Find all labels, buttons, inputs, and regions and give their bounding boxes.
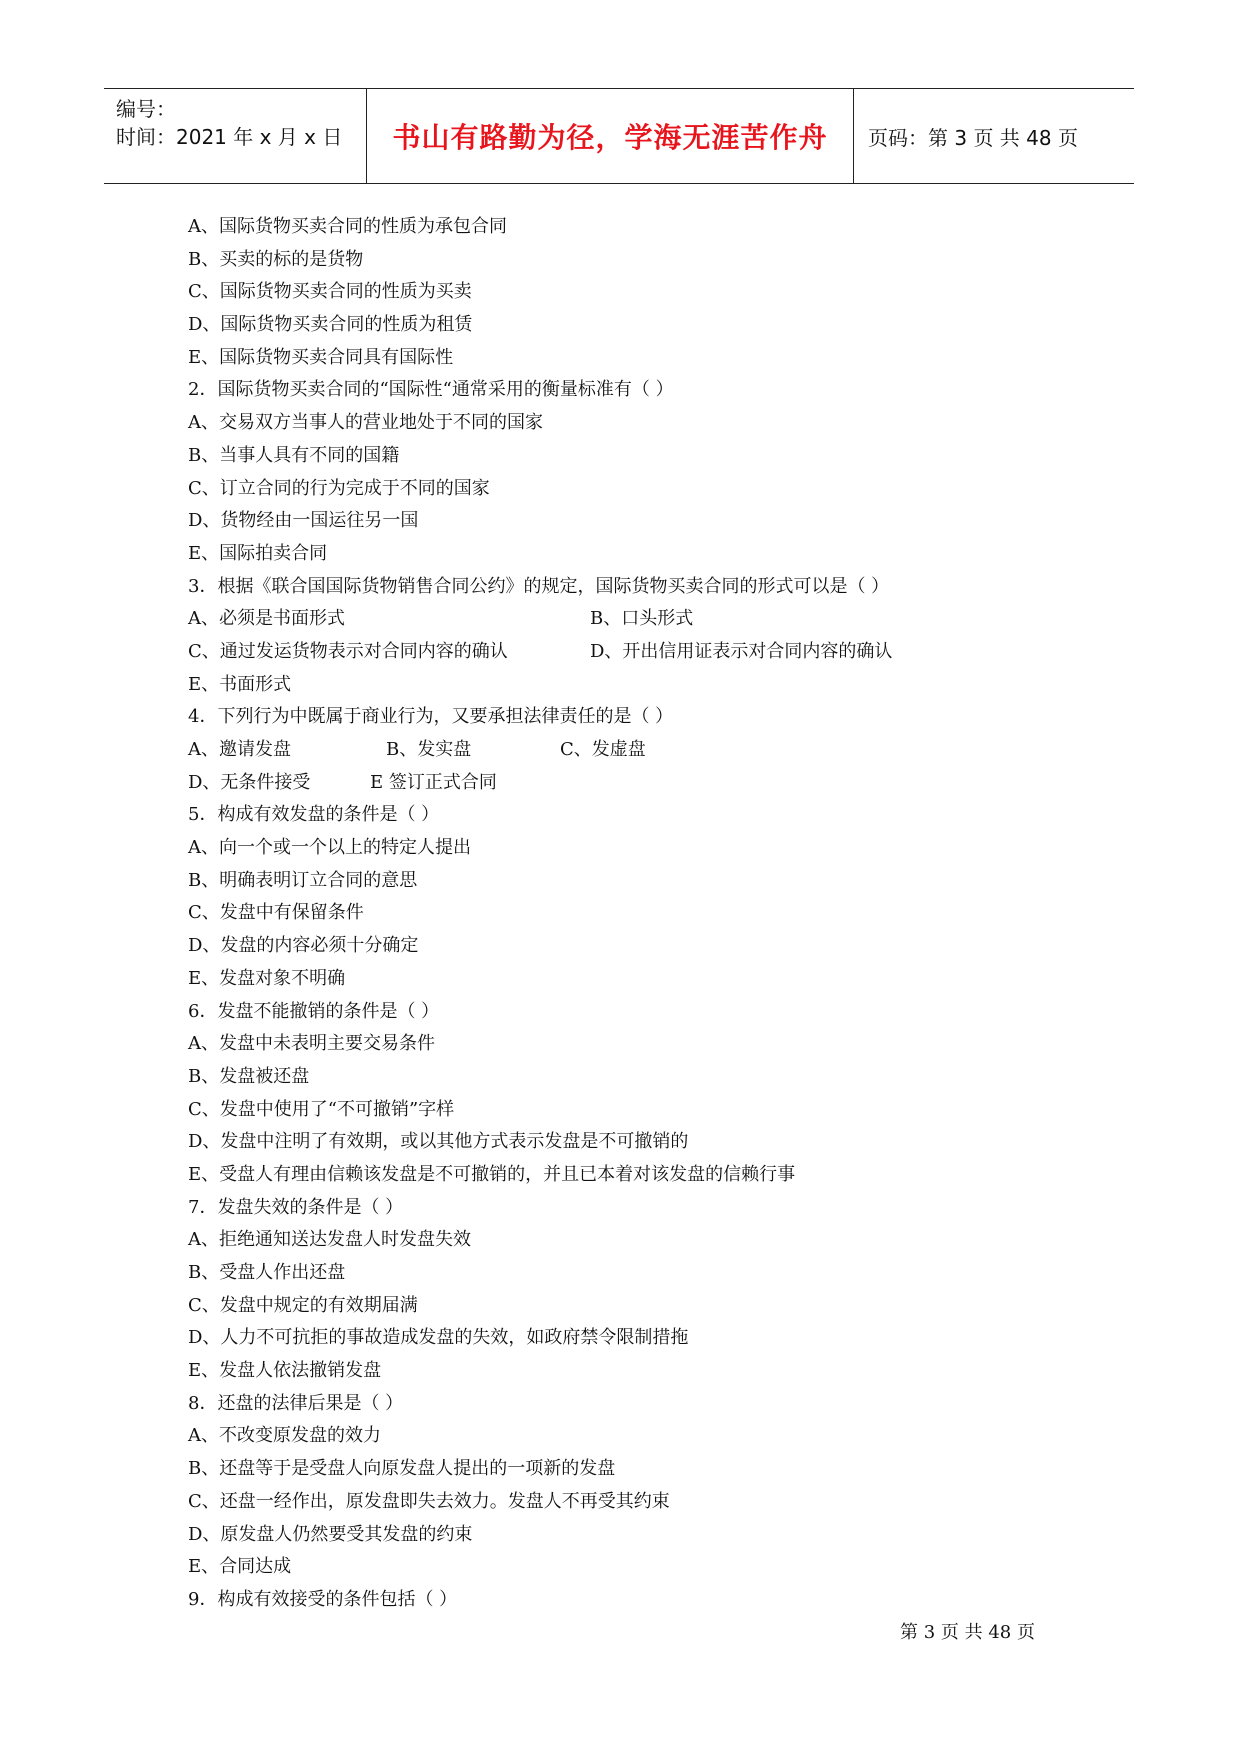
text-line: B、明确表明订立合同的意思	[188, 869, 418, 891]
option-e: E、书面形式	[188, 673, 292, 695]
text-line: A、交易双方当事人的营业地处于不同的国家	[188, 412, 543, 434]
question-6: 6．发盘不能撤销的条件是（ ）	[188, 1000, 440, 1022]
text-line: A、发盘中未表明主要交易条件	[188, 1033, 435, 1055]
option-a: A、必须是书面形式	[188, 608, 345, 630]
text-line: E、受盘人有理由信赖该发盘是不可撤销的，并且已本着对该发盘的信赖行事	[188, 1163, 796, 1185]
question-2: 2．国际货物买卖合同的“国际性“通常采用的衡量标准有（ ）	[188, 379, 674, 401]
question-3: 3．根据《联合国国际货物销售合同公约》的规定，国际货物买卖合同的形式可以是（ ）	[188, 575, 890, 597]
question-9: 9．构成有效接受的条件包括（ ）	[188, 1588, 458, 1610]
option-b: B、口头形式	[590, 608, 694, 630]
text-line: C、发盘中有保留条件	[188, 902, 364, 924]
document-time-label: 时间：2021 年 x 月 x 日	[116, 125, 343, 149]
option-a: A、邀请发盘	[188, 739, 291, 760]
text-line: C、还盘一经作出，原发盘即失去效力。发盘人不再受其约束	[188, 1490, 670, 1512]
text-line: B、还盘等于是受盘人向原发盘人提出的一项新的发盘	[188, 1458, 616, 1480]
text-line: E、合同达成	[188, 1556, 292, 1578]
text-line: E、国际货物买卖合同具有国际性	[188, 346, 454, 368]
text-line: B、受盘人作出还盘	[188, 1262, 346, 1283]
text-line: D、国际货物买卖合同的性质为租赁	[188, 314, 473, 336]
text-line: A、不改变原发盘的效力	[188, 1425, 381, 1447]
page-header	[104, 88, 1134, 184]
header-motto: 书山有路勤为径，学海无涯苦作舟	[392, 121, 828, 154]
text-line: B、当事人具有不同的国籍	[188, 444, 400, 466]
question-4: 4．下列行为中既属于商业行为，又要承担法律责任的是（ ）	[188, 706, 674, 728]
text-line: C、发盘中规定的有效期届满	[188, 1294, 418, 1316]
q4-options-row-1	[188, 734, 1088, 767]
document-number-label: 编号：	[116, 97, 176, 121]
text-line: A、国际货物买卖合同的性质为承包合同	[188, 216, 507, 237]
text-line: B、发盘被还盘	[188, 1065, 310, 1087]
document-body	[188, 211, 1088, 1617]
option-c: C、通过发运货物表示对合同内容的确认	[188, 640, 508, 662]
option-c: C、发虚盘	[560, 739, 646, 760]
option-e: E 签订正式合同	[370, 771, 497, 793]
header-motto-cell	[366, 89, 854, 183]
text-line: D、原发盘人仍然要受其发盘的约束	[188, 1523, 473, 1545]
text-line: E、发盘对象不明确	[188, 967, 346, 989]
question-8: 8．还盘的法律后果是（ ）	[188, 1392, 404, 1414]
text-line: D、发盘的内容必须十分确定	[188, 935, 419, 957]
question-7: 7．发盘失效的条件是（ ）	[188, 1196, 404, 1218]
text-line: E、国际拍卖合同	[188, 542, 328, 564]
text-line: E、发盘人依法撤销发盘	[188, 1360, 382, 1382]
q3-options-row-1	[188, 603, 1088, 636]
option-d: D、无条件接受	[188, 771, 311, 793]
option-d: D、开出信用证表示对合同内容的确认	[590, 640, 893, 662]
option-b: B、发实盘	[386, 739, 472, 760]
text-line: A、拒绝通知送达发盘人时发盘失效	[188, 1229, 471, 1251]
header-meta	[104, 89, 366, 183]
q4-options-row-2	[188, 767, 1088, 800]
header-page-cell	[854, 89, 1134, 183]
header-page-label: 页码：第 3 页 共 48 页	[868, 125, 1078, 150]
text-line: D、人力不可抗拒的事故造成发盘的失效，如政府禁令限制措拖	[188, 1327, 689, 1349]
text-line: C、订立合同的行为完成于不同的国家	[188, 477, 490, 499]
text-line: A、向一个或一个以上的特定人提出	[188, 837, 471, 859]
text-line: B、买卖的标的是货物	[188, 248, 364, 270]
text-line: D、发盘中注明了有效期，或以其他方式表示发盘是不可撤销的	[188, 1131, 689, 1153]
page-footer: 第 3 页 共 48 页	[900, 1622, 1035, 1643]
question-5: 5．构成有效发盘的条件是（ ）	[188, 804, 440, 826]
text-line: D、货物经由一国运往另一国	[188, 510, 419, 532]
text-line: C、发盘中使用了“不可撤销”字样	[188, 1098, 455, 1120]
q3-options-row-2	[188, 636, 1088, 669]
text-line: C、国际货物买卖合同的性质为买卖	[188, 281, 472, 303]
